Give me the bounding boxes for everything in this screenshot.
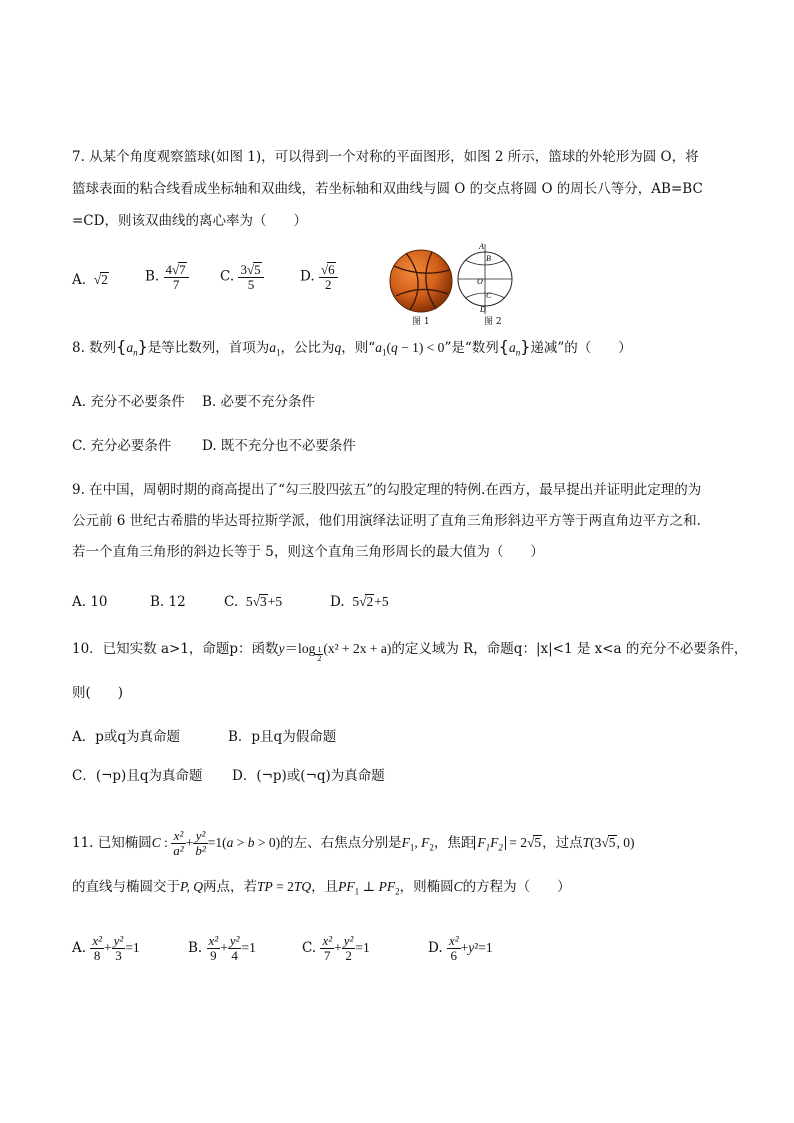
q9-option-d: D. 5√2+5 [330,594,389,610]
q11-option-a: A. $\frac{\text{x²}}{8}$ + $\frac{\text{y²}}{3}$ =1 [72,933,140,963]
q9-line-1: 9. 在中国，周朝时期的商高提出了“勾三股四弦五”的勾股定理的特例.在西方，最早提出并证明此定理的为 [72,482,702,498]
q7-option-a [72,272,109,288]
basketball-figure [388,248,454,314]
q10-line1-mid: 的定义域为 R，命题q：|x|<1 是 x<a 的充分不必要条件， [391,641,748,657]
q9-option-c: C. 5√3+5 [224,594,283,610]
q11-line2-start: 的直线与椭圆交于 [72,879,180,895]
figure-1-caption: 图 1 [412,317,430,327]
q11-line-2: 的直线与椭圆交于P, Q两点，若TP = 2TQ，且$PF_1$ ⊥ $PF_2$，则椭圆C的方程为（ ） [72,879,571,897]
q8-option-c: C. 充分必要条件 [72,438,172,454]
q9-option-c-label: C. [224,594,239,610]
q7-option-c [220,262,264,292]
q11-option-b-label: B. [188,940,203,956]
q11-line2-end: ，则椭圆 [399,879,454,895]
basketball-diagram-figure [455,240,517,316]
diagram-label-a: A [479,242,484,251]
diagram-label-c: C [486,291,492,300]
q9-option-a: A. 10 [72,594,108,610]
q8-stem-mid: 是等比数列，首项为 [147,340,270,356]
q11-option-c: C. $\frac{\text{x²}}{7}$ + $\frac{\text{y²}}{2}$ =1 [302,933,370,963]
q9-option-d-label: D. [330,594,345,610]
q11-option-c-label: C. [302,940,317,956]
q8-stem-start: 8. 数列 [72,340,117,356]
q7-line-1: 7. 从某个角度观察篮球(如图 1)，可以得到一个对称的平面图形，如图 2 所示，篮球的外轮形为圆 O，将 [72,149,699,165]
q8-stem-then: ，则“ [341,340,376,356]
q8-stem-ratio: ，公比为 [280,340,335,356]
q7-option-d-fraction: $\frac{√6}{2}$ [319,262,338,292]
figure-2-caption: 图 2 [484,317,502,327]
diagram-label-d: D [480,305,486,314]
q11-line-1: 11. 已知椭圆C : $\frac{\text{x²}}{\text{a²}}$ + $\frac{\text{y²}}{\text{b²}}$ =1(a > b > 0)的左、右焦点分别是$F_1$, $F_2$，焦距 $F_1F_2 = 2√5$，过点T(3√5, 0) [72,828,635,858]
q11-option-d-label: D. [428,940,443,956]
q10-line-1: 10．已知实数 a>1，命题p：函数y＝log $\frac{1}{2}$ (x² + 2x + a)的定义域为 R，命题q：|x|<1 是 x<a 的充分不必要条件， [72,641,748,663]
q7-line-3: =CD，则该双曲线的离心率为（ ） [72,213,307,229]
q11-stem-foci: 的左、右焦点分别是 [280,835,402,851]
q11-stem-start: 11. 已知椭圆 [72,835,152,851]
q7-option-b [145,262,189,292]
diagram-label-o: O [477,277,483,286]
q9-option-b: B. 12 [150,594,186,610]
q11-option-b: B. $\frac{\text{x²}}{9}$ + $\frac{\text{y²}}{4}$ =1 [188,933,256,963]
q11-option-a-label: A. [72,940,87,956]
q10-line1-start: 10．已知实数 a>1，命题p：函数 [72,641,279,657]
q7-option-a-label: A. [72,272,87,288]
q10-line-2: 则( ) [72,685,124,701]
q11-option-d: D. $\frac{\text{x²}}{6}$ +y²=1 [428,933,493,963]
q10-option-c: C．(¬p)且q为真命题 [72,768,203,784]
q7-line-2: 篮球表面的粘合线看成坐标轴和双曲线，若坐标轴和双曲线与圆 O 的交点将圆 O 的周长八等分，AB=BC [72,181,703,197]
q10-option-d: D．(¬p)或(¬q)为真命题 [232,768,385,784]
q7-option-d [300,262,338,292]
q10-option-b: B．p且q为假命题 [228,729,337,745]
q11-line2-perp: ，且 [311,879,339,895]
q11-line2-mid: 两点，若 [203,879,258,895]
q7-option-c-fraction: $\frac{3√5}{5}$ [238,262,263,292]
q8-stem: 8. 数列$\{a_n\}$是等比数列，首项为$a_1$，公比为q，则“$a_1(q - 1) < 0$”是“数列$\{a_n\}$递减”的（ ） [72,337,632,358]
q8-option-d: D. 既不充分也不必要条件 [202,438,356,454]
diagram-label-b: B [486,254,491,263]
q11-stem-point: ，过点 [542,835,583,851]
q7-option-a-math: √2 [90,272,108,287]
q11-line2-tail: 的方程为（ ） [462,879,571,895]
q9-line-3: 若一个直角三角形的斜边长等于 5，则这个直角三角形周长的最大值为（ ） [72,544,544,560]
q8-option-a: A. 充分不必要条件 [72,394,185,410]
q9-line-2: 公元前 6 世纪古希腊的毕达哥拉斯学派，他们用演绎法证明了直角三角形斜边平方等于两直角边平方之和. [72,513,701,529]
q8-stem-end: 递减”的（ ） [530,340,632,356]
q10-option-a: A．p或q为真命题 [72,729,181,745]
q11-stem-focal: ，焦距 [433,835,475,851]
q7-option-d-label: D. [300,268,315,285]
q7-option-b-label: B. [145,268,160,285]
q7-option-c-label: C. [220,268,235,285]
q8-stem-cond: ”是“数列 [444,340,499,356]
q8-option-b: B. 必要不充分条件 [202,394,316,410]
q7-option-b-fraction: $\frac{4√7}{7}$ [164,262,189,292]
